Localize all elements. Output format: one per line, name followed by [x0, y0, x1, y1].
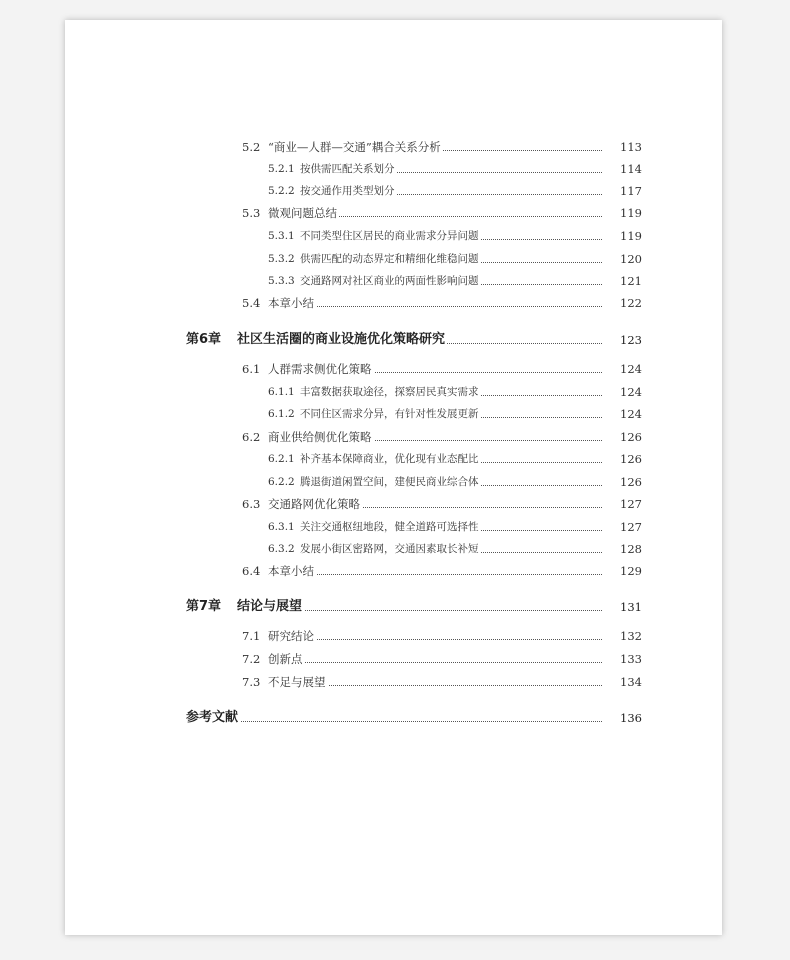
leader-dots [186, 721, 602, 722]
entry-title: 补齐基本保障商业，优化现有业态配比 [300, 449, 481, 469]
entry-number: 6.1.2 [268, 408, 295, 420]
entry-number: 6.1.1 [268, 386, 295, 398]
entry-title: 本章小结 [268, 561, 316, 581]
entry-number: 6.4 [242, 564, 261, 578]
entry-title: 不同住区需求分异，有针对性发展更新 [300, 404, 481, 424]
entry-title: 不足与展望 [268, 672, 328, 692]
leader-dots [268, 574, 602, 575]
entry-page-number: 126 [620, 452, 642, 466]
entry-page-number: 121 [620, 274, 642, 288]
entry-number: 6.2 [242, 430, 261, 444]
entry-number: 6.3.2 [268, 543, 295, 555]
toc-entry [65, 449, 642, 469]
entry-number: 第7章 [186, 599, 222, 614]
entry-page-number: 119 [620, 229, 642, 243]
entry-number: 5.2.1 [268, 163, 295, 175]
entry-page-number: 133 [620, 652, 642, 666]
book-page [65, 20, 722, 935]
entry-title: 人群需求侧优化策略 [268, 359, 374, 379]
entry-page-number: 127 [620, 497, 642, 511]
toc-entry [65, 626, 642, 646]
entry-title: 发展小街区密路网，交通因素取长补短 [300, 539, 481, 559]
toc-entry [65, 427, 642, 447]
entry-number: 7.2 [242, 652, 261, 666]
entry-number: 第6章 [186, 332, 222, 347]
entry-page-number: 122 [620, 296, 642, 310]
entry-title: 创新点 [268, 649, 305, 669]
entry-title: 研究结论 [268, 626, 316, 646]
entry-title: 关注交通枢纽地段，健全道路可选择性 [300, 517, 481, 537]
entry-title: 丰富数据获取途径，探察居民真实需求 [300, 382, 481, 402]
toc-entry [65, 539, 642, 559]
toc-entry [65, 249, 642, 269]
toc-entry [65, 181, 642, 201]
entry-title: 供需匹配的动态界定和精细化维稳问题 [300, 249, 481, 269]
toc-entry [65, 517, 642, 537]
entry-number: 5.2.2 [268, 185, 295, 197]
leader-dots [268, 662, 602, 663]
entry-page-number: 114 [620, 162, 642, 176]
entry-number: 7.1 [242, 629, 261, 643]
toc-entry [65, 404, 642, 424]
entry-page-number: 129 [620, 564, 642, 578]
toc-entry [65, 382, 642, 402]
entry-page-number: 119 [620, 206, 642, 220]
entry-title: 不同类型住区居民的商业需求分异问题 [300, 226, 481, 246]
entry-title: 微观问题总结 [268, 203, 339, 223]
entry-page-number: 123 [620, 333, 642, 347]
entry-number: 5.3.2 [268, 253, 295, 265]
toc-entry [65, 226, 642, 246]
entry-page-number: 117 [620, 184, 642, 198]
toc-entry [65, 494, 642, 514]
entry-page-number: 113 [620, 140, 642, 154]
toc-entry [65, 293, 642, 313]
toc-entry [65, 137, 642, 157]
toc-entry [65, 203, 642, 223]
toc-chapter-entry [65, 597, 642, 617]
entry-title: 本章小结 [268, 293, 316, 313]
entry-page-number: 128 [620, 542, 642, 556]
entry-title: 结论与展望 [237, 597, 304, 617]
entry-page-number: 126 [620, 475, 642, 489]
toc-entry [65, 472, 642, 492]
table-of-contents [65, 20, 642, 935]
entry-number: 6.2.1 [268, 453, 295, 465]
entry-title: 交通路网对社区商业的两面性影响问题 [300, 271, 481, 291]
entry-title: 社区生活圈的商业设施优化策略研究 [237, 330, 447, 350]
entry-title: “商业—人群—交通”耦合关系分析 [268, 137, 443, 157]
entry-page-number: 136 [620, 711, 642, 725]
entry-page-number: 124 [620, 407, 642, 421]
entry-page-number: 120 [620, 252, 642, 266]
entry-number: 6.2.2 [268, 476, 295, 488]
entry-number: 5.3.1 [268, 230, 295, 242]
entry-number: 6.3 [242, 497, 261, 511]
entry-title: 商业供给侧优化策略 [268, 427, 374, 447]
toc-chapter-entry [65, 330, 642, 350]
entry-page-number: 126 [620, 430, 642, 444]
entry-number: 5.4 [242, 296, 261, 310]
entry-number: 7.3 [242, 675, 261, 689]
entry-number: 6.1 [242, 362, 261, 376]
entry-title: 交通路网优化策略 [268, 494, 362, 514]
toc-entry [65, 271, 642, 291]
entry-number: 5.3 [242, 206, 261, 220]
toc-entry [65, 672, 642, 692]
leader-dots [268, 639, 602, 640]
leader-dots [268, 306, 602, 307]
entry-number: 5.2 [242, 140, 261, 154]
entry-page-number: 131 [620, 600, 642, 614]
entry-title: 按交通作用类型划分 [300, 181, 397, 201]
entry-page-number: 127 [620, 520, 642, 534]
entry-page-number: 134 [620, 675, 642, 689]
toc-entry [65, 159, 642, 179]
entry-title: 腾退街道闲置空间，建便民商业综合体 [300, 472, 481, 492]
toc-entry [65, 359, 642, 379]
entry-page-number: 132 [620, 629, 642, 643]
toc-entry [65, 561, 642, 581]
entry-number: 5.3.3 [268, 275, 295, 287]
entry-title: 参考文献 [186, 708, 240, 728]
toc-entry [65, 649, 642, 669]
toc-chapter-entry [65, 708, 642, 728]
entry-number: 6.3.1 [268, 521, 295, 533]
entry-title: 按供需匹配关系划分 [300, 159, 397, 179]
entry-page-number: 124 [620, 385, 642, 399]
entry-page-number: 124 [620, 362, 642, 376]
